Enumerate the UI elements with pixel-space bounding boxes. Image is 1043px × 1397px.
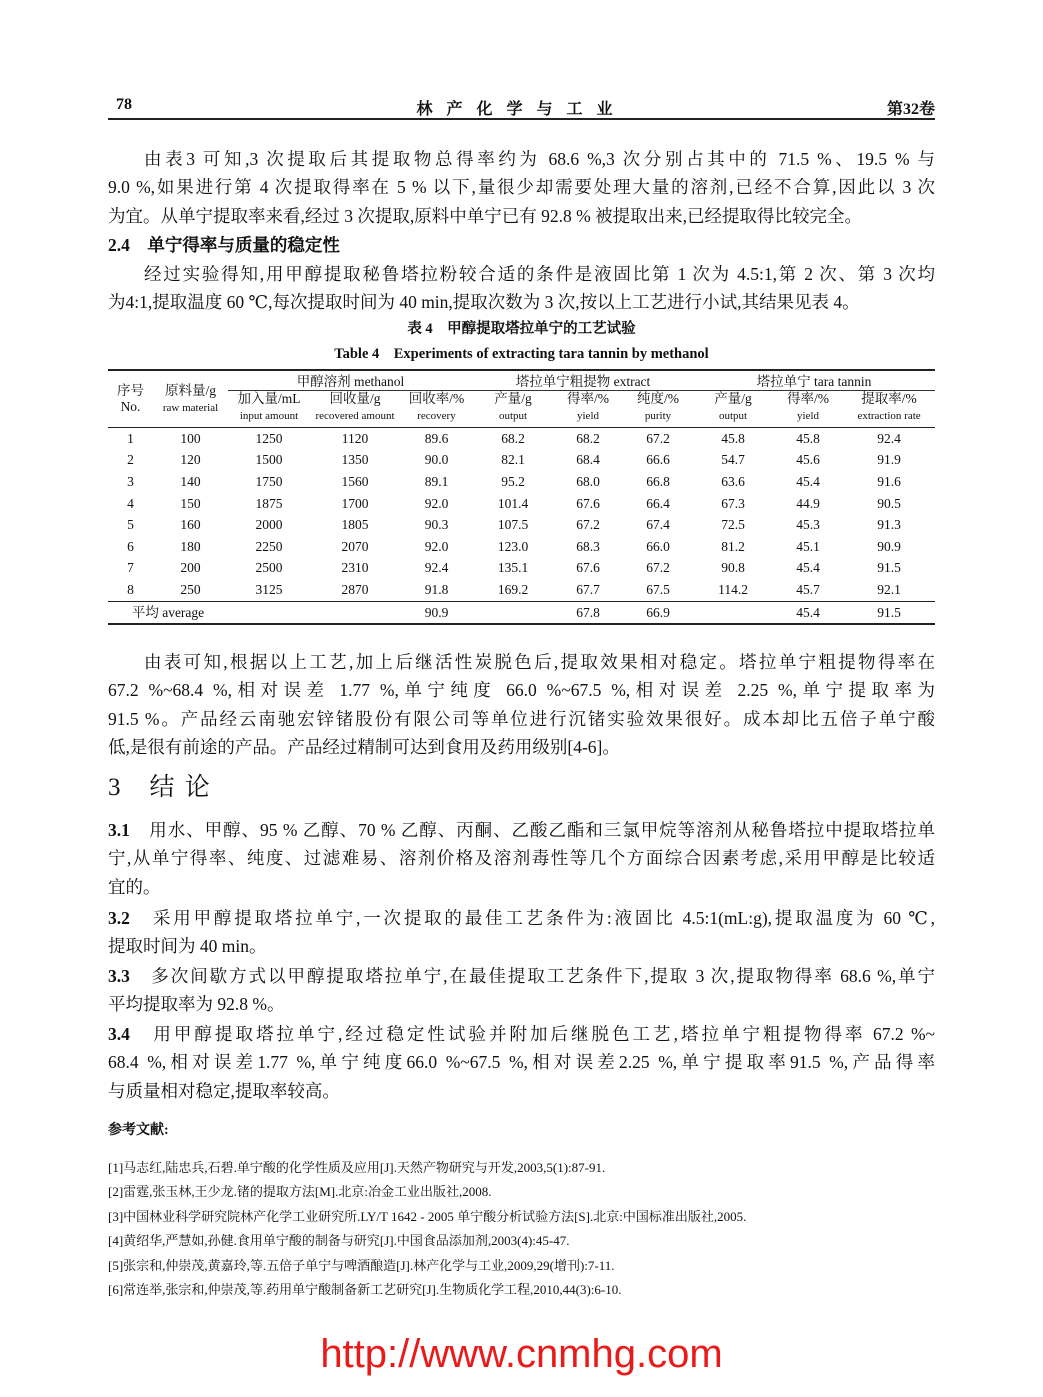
text-line: 为4:1,提取温度 60 ℃,每次提取时间为 40 min,提取次数为 3 次,按以上工艺进行小试,其结果见表 4。	[108, 292, 860, 313]
table-cell: 67.8	[553, 601, 623, 624]
text-line: 91.5 %。产品经云南驰宏锌锗股份有限公司等单位进行沉锗实验效果很好。成本却比五倍子单宁酸	[108, 708, 935, 729]
table-cell: 92.0	[424, 538, 449, 554]
text-line: 宁,从单宁得率、纯度、过滤难易、溶剂价格及溶剂毒性等几个方面综合因素考虑,采用甲醇是比较适	[108, 848, 935, 869]
table-caption-cn: 表 4 甲醇提取塔拉单宁的工艺试验	[407, 321, 636, 337]
text-line: 低,是很有前途的产品。产品经过精制可达到食用及药用级别[4-6]。	[108, 737, 620, 758]
conclusion-3-1	[108, 816, 935, 901]
table-cell: 91.3	[877, 517, 901, 533]
text-line: 3.4 用甲醇提取塔拉单宁,经过稳定性试验并附加后继脱色工艺,塔拉单宁粗提物得率 67.2 %~	[108, 1024, 935, 1044]
table-cell: 67.3	[721, 495, 745, 511]
conclusion-3-4	[108, 1020, 935, 1105]
text-line: 3.1 用水、甲醇、95 % 乙醇、70 % 乙醇、丙酮、乙酸乙酯和三氯甲烷等溶剂从秘鲁塔拉中提取塔拉单	[108, 820, 935, 840]
table-caption-en: Table 4 Experiments of extracting tara tannin by methanol	[334, 346, 709, 362]
table-cell: 91.9	[877, 452, 901, 468]
section-heading-2-4: 2.4 单宁得率与质量的稳定性	[108, 235, 340, 255]
average-label: 平均 average	[108, 601, 228, 624]
table-cell: 169.2	[497, 581, 529, 597]
table-cell: 90.8	[721, 560, 745, 576]
running-header	[108, 96, 935, 120]
table-cell: 63.6	[721, 473, 745, 489]
table-row	[108, 471, 935, 493]
table-cell: 8	[127, 581, 134, 597]
table-cell: 66.6	[646, 452, 670, 468]
table-cell: 67.2	[576, 517, 600, 533]
table-cell: 1875	[255, 495, 283, 511]
table-cell: 66.8	[646, 473, 670, 489]
table-cell: 1350	[341, 452, 369, 468]
table-cell: 90.0	[424, 452, 449, 468]
table-cell: 44.9	[796, 495, 820, 511]
reference-item: [4]黄绍华,严慧如,孙健.食用单宁酸的制备与研究[J].中国食品添加剂,2003(4):45-47.	[108, 1233, 570, 1249]
table-row	[108, 428, 935, 450]
table-cell: 150	[180, 495, 201, 511]
table-cell: 2250	[255, 538, 283, 554]
table-cell: 92.4	[877, 430, 901, 446]
paragraph-conditions	[108, 260, 935, 317]
table-cell: 91.5	[843, 601, 935, 624]
table-cell: 68.0	[576, 473, 600, 489]
reference-item: [2]雷霆,张玉林,王少龙.锗的提取方法[M].北京:冶金工业出版社,2008.	[108, 1184, 492, 1200]
table-cell: 67.2	[646, 560, 670, 576]
table-cell: 6	[127, 538, 134, 554]
table-cell: 100	[180, 430, 201, 446]
table-cell: 2870	[341, 581, 369, 597]
table-row	[108, 579, 935, 601]
col-header: 产量/g output	[714, 391, 752, 422]
table-cell: 1700	[341, 495, 369, 511]
table-cell	[228, 601, 310, 624]
table-cell: 45.7	[796, 581, 820, 597]
table-cell: 67.5	[646, 581, 670, 597]
table-cell: 2500	[255, 560, 283, 576]
table-cell: 66.4	[646, 495, 670, 511]
table-cell: 2310	[341, 560, 369, 576]
journal-name: 林产化学与工业	[416, 101, 627, 118]
table-cell: 68.4	[576, 452, 600, 468]
text-line: 经过实验得知,用甲醇提取秘鲁塔拉粉较合适的条件是液固比第 1 次为 4.5:1,第 2 次、第 3 次均	[144, 264, 936, 284]
table-cell: 45.8	[796, 430, 820, 446]
table-cell: 91.8	[424, 581, 449, 597]
table-cell: 160	[180, 517, 201, 533]
text-line: 9.0 %,如果进行第 4 次提取得率在 5 % 以下,量很少却需要处理大量的溶剂,已经不合算,因此以 3 次	[108, 177, 935, 198]
table-cell: 91.6	[877, 473, 901, 489]
table-cell: 1750	[255, 473, 283, 489]
table-cell	[473, 601, 553, 624]
table-cell: 67.4	[646, 517, 670, 533]
col-header: 产量/g output	[494, 391, 532, 422]
table-cell: 250	[180, 581, 201, 597]
paragraph-table3-summary	[108, 145, 935, 230]
table-cell: 89.6	[424, 430, 449, 446]
table-cell: 95.2	[501, 473, 525, 489]
table-cell: 90.9	[400, 601, 473, 624]
table-cell: 68.3	[576, 538, 600, 554]
text-line: 与质量相对稳定,提取率较高。	[108, 1080, 340, 1101]
table-row	[108, 514, 935, 536]
table-cell: 54.7	[721, 452, 745, 468]
table-cell: 5	[127, 517, 134, 533]
col-header: 回收量/g recovered amount	[315, 391, 395, 422]
table-cell: 91.5	[877, 560, 901, 576]
text-line: 提取时间为 40 min。	[108, 936, 267, 957]
table-cell: 7	[127, 560, 134, 576]
group-header-tara-tannin: 塔拉单宁 tara tannin	[693, 370, 935, 391]
table-cell	[310, 601, 400, 624]
table-cell: 2000	[255, 517, 283, 533]
table-cell: 89.1	[424, 473, 449, 489]
col-header: 纯度/% purity	[637, 391, 680, 422]
table-cell: 107.5	[497, 517, 529, 533]
table-cell: 2070	[341, 538, 369, 554]
table-cell: 45.8	[721, 430, 745, 446]
group-header-methanol: 甲醇溶剂 methanol	[228, 370, 473, 391]
table-cell: 82.1	[501, 452, 525, 468]
table-cell: 66.0	[646, 538, 670, 554]
page-number: 78	[116, 96, 132, 113]
results-table	[108, 369, 935, 625]
paragraph-stability-discussion	[108, 648, 935, 762]
conclusion-3-3	[108, 962, 935, 1019]
table-cell: 68.2	[576, 430, 600, 446]
table-cell: 67.7	[576, 581, 600, 597]
table-cell: 3125	[255, 581, 283, 597]
table-cell: 45.4	[773, 601, 843, 624]
reference-item: [6]常连举,张宗和,仲崇茂,等.药用单宁酸制备新工艺研究[J].生物质化学工程,2010,44(3):6-10.	[108, 1281, 622, 1297]
table-cell: 45.1	[796, 538, 820, 554]
average-row	[108, 601, 935, 624]
table-cell: 45.6	[796, 452, 820, 468]
table-cell: 123.0	[497, 538, 529, 554]
table-cell: 4	[127, 495, 134, 511]
text-line: 3.3 多次间歇方式以甲醇提取塔拉单宁,在最佳提取工艺条件下,提取 3 次,提取物得率 68.6 %,单宁	[108, 966, 935, 986]
text-line: 由表3 可知,3 次提取后其提取物总得率约为 68.6 %,3 次分别占其中的 71.5 %、19.5 % 与	[144, 149, 935, 169]
table-cell: 92.1	[877, 581, 901, 597]
text-line: 由表可知,根据以上工艺,加上后继活性炭脱色后,提取效果相对稳定。塔拉单宁粗提物得率在	[144, 652, 935, 672]
table-row	[108, 450, 935, 472]
table-cell: 90.9	[877, 538, 901, 554]
table-cell: 81.2	[721, 538, 745, 554]
col-header: 提取率/% extraction rate	[857, 391, 921, 422]
text-line: 68.4 %,相对误差1.77 %,单宁纯度66.0 %~67.5 %,相对误差2.25 %,单宁提取率91.5 %,产品得率	[108, 1052, 935, 1073]
table-cell: 68.2	[501, 430, 525, 446]
table-cell: 67.6	[576, 495, 600, 511]
table-cell: 140	[180, 473, 201, 489]
col-header: 得率/% yield	[567, 391, 609, 422]
table-row	[108, 493, 935, 515]
references-title: 参考文献:	[108, 1123, 169, 1138]
table-cell: 66.9	[623, 601, 693, 624]
references-list	[108, 1156, 746, 1302]
text-line: 为宜。从单宁提取率来看,经过 3 次提取,原料中单宁已有 92.8 % 被提取出来,已经提取得比较完全。	[108, 205, 862, 226]
table-cell: 67.2	[646, 430, 670, 446]
text-line: 67.2 %~68.4 %,相对误差 1.77 %,单宁纯度 66.0 %~67.5 %,相对误差 2.25 %,单宁提取率为	[108, 680, 935, 701]
table-cell: 120	[180, 452, 201, 468]
table-cell: 92.4	[424, 560, 449, 576]
text-line: 平均提取率为 92.8 %。	[108, 994, 285, 1015]
table-cell: 67.6	[576, 560, 600, 576]
table-cell: 114.2	[718, 581, 748, 597]
table-cell: 90.5	[877, 495, 901, 511]
table-cell: 45.3	[796, 517, 820, 533]
table-cell: 101.4	[497, 495, 529, 511]
table-cell: 1500	[255, 452, 283, 468]
text-line: 宜的。	[108, 876, 161, 897]
col-header-raw-material: 原料量/g raw material	[162, 382, 219, 414]
table-cell: 45.4	[796, 473, 820, 489]
conclusion-3-2	[108, 904, 935, 961]
table-cell: 45.4	[796, 560, 820, 576]
col-header: 回收率/% recovery	[408, 391, 465, 422]
table-row	[108, 536, 935, 558]
section-heading-3-conclusion: 3 结 论	[108, 774, 212, 801]
reference-item: [5]张宗和,仲崇茂,黄嘉玲,等.五倍子单宁与啤酒酿造[J].林产化学与工业,2009,29(增刊):7-11.	[108, 1257, 615, 1273]
table-cell: 90.3	[424, 517, 449, 533]
table-cell: 1120	[341, 430, 369, 446]
reference-item: [1]马志红,陆忠兵,石碧.单宁酸的化学性质及应用[J].天然产物研究与开发,2003,5(1):87-91.	[108, 1160, 606, 1175]
group-header-extract: 塔拉单宁粗提物 extract	[473, 370, 693, 391]
col-header-no: 序号 No.	[117, 383, 144, 414]
volume: 第32卷	[886, 101, 935, 118]
table-cell: 1250	[255, 430, 283, 446]
table-cell: 92.0	[424, 495, 449, 511]
table-cell: 200	[180, 560, 201, 576]
table-cell: 72.5	[721, 517, 745, 533]
table-cell: 2	[127, 452, 134, 468]
col-header: 加入量/mL input amount	[237, 391, 301, 422]
text-line: 3.2 采用甲醇提取塔拉单宁,一次提取的最佳工艺条件为:液固比 4.5:1(mL:g),提取温度为 60 ℃,	[108, 908, 935, 928]
table-cell: 3	[127, 473, 134, 489]
reference-item: [3]中国林业科学研究院林产化学工业研究所.LY/T 1642 - 2005 单宁酸分析试验方法[S].北京:中国标准出版社,2005.	[108, 1208, 747, 1224]
watermark: http://www.cnmhg.com	[320, 1332, 723, 1376]
table-cell: 1	[127, 430, 134, 446]
table-cell	[693, 601, 773, 624]
table-cell: 1805	[341, 517, 369, 533]
table-cell: 135.1	[497, 560, 529, 576]
table-cell: 1560	[341, 473, 369, 489]
col-header: 得率/% yield	[787, 391, 830, 422]
table-cell: 180	[180, 538, 201, 554]
table-row	[108, 558, 935, 580]
